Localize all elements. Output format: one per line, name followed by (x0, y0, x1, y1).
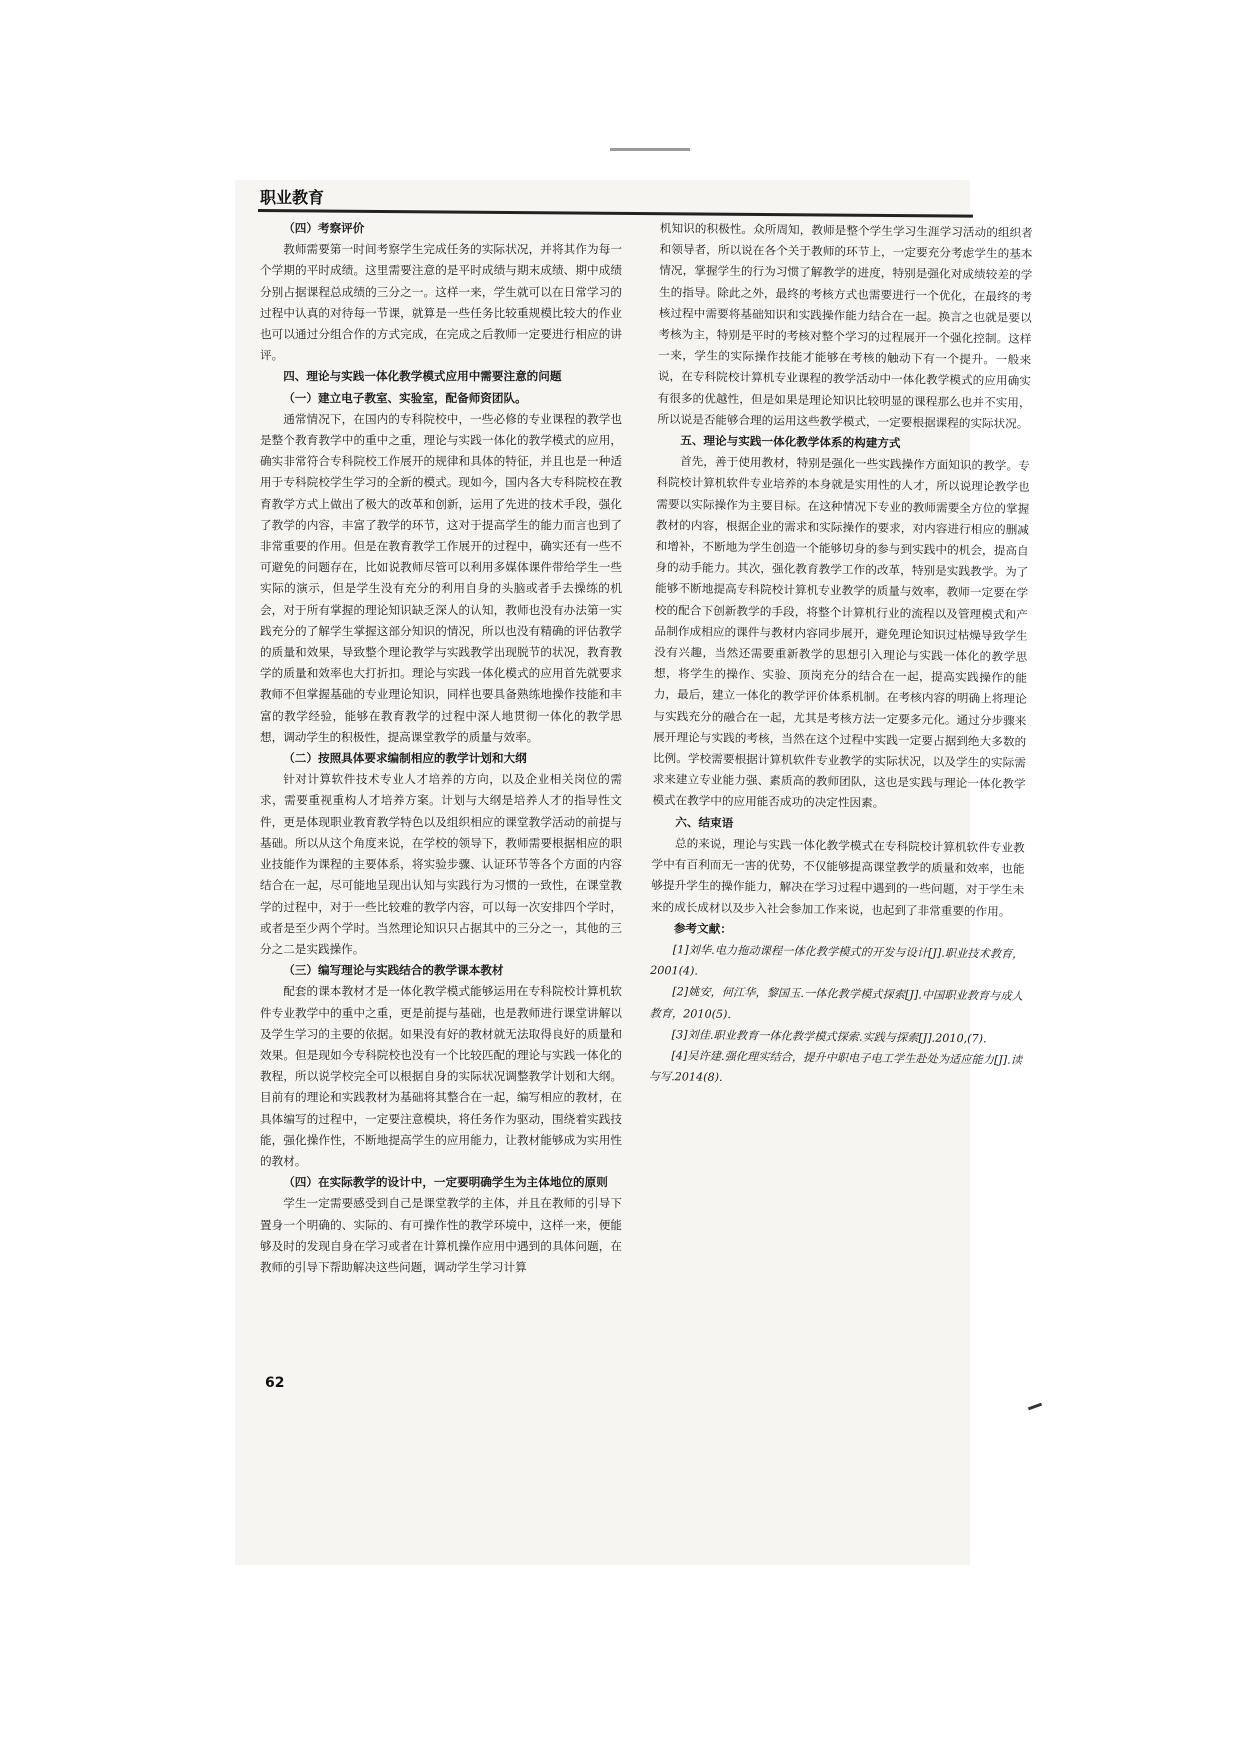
left-subsection-heading: （三）编写理论与实践结合的教学课本教材 (283, 963, 504, 978)
right-paragraph: 总的来说，理论与实践一体化教学模式在专科院校计算机软件专业教学中有百利而无一害的优势，不仅能够提高课堂教学的质量和效率，也能够提升学生的操作能力，解决在学习过程中遇到的一些问题，对于学生未来的成长成材以及步入社会参加工作来说，也起到了非常重要的作用。 (650, 836, 1025, 919)
left-paragraph: 教师需要第一时间考察学生完成任务的实际状况，并将其作为每一个学期的平时成绩。这里需要注意的是平时成绩与期末成绩、期中成绩分别占据课程总成绩的三分之一。这样一来，学生就可以在日常学习的过程中认真的对待每一节课，就算是一些任务比较重规模比较大的作业也可以通过分组合作的方式完成，在完成之后教师一定要进行相应的讲评。 (260, 242, 622, 363)
right-paragraph: 首先，善于使用教材，特别是强化一些实践操作方面知识的教学。专科院校计算机软件专业培养的本身就是实用性的人才，所以说理论教学也需要以实际操作为主要目标。在这种情况下专业的教师需要全方位的掌握教材的内容，根据企业的需求和实际操作的要求，对内容进行相应的删减和增补，不断地为学生创造一个能够切身的参与到实践中的机会，提高自身的动手能力。其次，强化教育教学工作的改革，特别是实践教学。为了能够不断地提高专科院校计算机专业教学的质量与效率，教师一定要在学校的配合下创新教学的手段，将整个计算机行业的流程以及管理模式和产品制作成相应的课件与教材内容同步展开，避免理论知识过枯燥导致学生没有兴趣，当然还需要重新教学的思想引入理论与实践一体化的教学思想，将学生的操作、实验、顶岗充分的结合在一起，提高实践操作的能力，最后，建立一体化的教学评价体系机制。在考核内容的明确上将理论与实践充分的融合在一起，尤其是考核方法一定要多元化。通过分步骤来展开理论与实践的考核，当然在这个过程中实践一定要占据到绝大多数的比例。学校需要根据计算机软件专业教学的实际状况，以及学生的实际需求来建立专业能力强、素质高的教师团队，这也是实践与理论一体化教学模式在教学中的应用能否成功的决定性因素。 (652, 454, 1030, 811)
references-heading: 参考文献： (673, 920, 732, 936)
left-section-heading: 四、理论与实践一体化教学模式应用中需要注意的问题 (283, 369, 562, 384)
right-text-column (649, 218, 1033, 1092)
right-section-heading: 六、结束语 (675, 814, 734, 830)
reference-item: [3]刘佳.职业教育一体化教学模式探索.实践与探索[J].2010,(7). (671, 1027, 987, 1046)
reference-item: [1]刘华.电力拖动课程一体化教学模式的开发与设计[J].职业技术教育，2001(4). (650, 943, 1024, 978)
left-paragraph: 学生一定需要感受到自己是课堂教学的主体，并且在教师的引导下置身一个明确的、实际的、有可操作性的教学环境中，这样一来，便能够及时的发现自身在学习或者在计算机操作应用中遇到的具体问题，在教师的引导下帮助解决这些问题，调动学生学习计算 (260, 1196, 622, 1274)
left-text-column (260, 218, 622, 1278)
left-subsection-heading: （二）按照具体要求编制相应的教学计划和大纲 (283, 751, 527, 766)
right-section-heading: 五、理论与实践一体化教学体系的构建方式 (680, 433, 901, 451)
left-paragraph: 针对计算软件技术专业人才培养的方向，以及企业相关岗位的需求，需要重视重构人才培养方案。计划与大纲是培养人才的指导性文件，更是体现职业教育教学特色以及组织相应的课堂教学活动的前提与基础。所以从这个角度来说，在学校的领导下，教师需要根据相应的职业技能作为课程的主要体系，将实验步骤、认证环节等各个方面的内容结合在一起，尽可能地呈现出认知与实践行为习惯的一致性，在课堂教学的过程中，对于一些比较难的教学内容，可以每一次安排四个学时，或者是至少两个学时。当然理论知识只占据其中的三分之一，其他的三分之二是实践操作。 (260, 772, 622, 956)
left-subsection-heading: （四）考察评价 (283, 221, 365, 235)
left-paragraph: 通常情况下，在国内的专科院校中，一些必修的专业课程的教学也是整个教育教学中的重中之重，理论与实践一体化的教学模式的应用，确实非常符合专科院校工作展开的规律和具体的特征，并且也是一种适用于专科院校学生学习的全新的模式。现如今，国内各大专科院校在教育教学方式上做出了极大的改革和创新，运用了先进的技术手段，强化了教学的内容，丰富了教学的环节，这对于提高学生的能力而言也到了非常重要的作用。但是在教育教学工作展开的过程中，确实还有一些不可避免的问题存在，比如说教师尽管可以利用多媒体课件带给学生一些实际的演示，但是学生没有充分的利用自身的头脑或者手去操练的机会，对于所有掌握的理论知识缺乏深人的认知，教师也没有办法第一实践充分的了解学生掌握这部分知识的情况，所以也没有精确的评估教学的质量和效果，导致整个理论教学与实践教学出现脱节的状况，教育教学的质量和效率也大打折扣。理论与实践一体化模式的应用首先就要求教师不但掌握基础的专业理论知识，同样也要具备熟练地操作技能和丰富的教学经验，能够在教育教学的过程中深人地贯彻一体化的教学思想，调动学生的积极性，提高课堂教学的质量与效率。 (260, 411, 622, 744)
left-paragraph: 配套的课本教材才是一体化教学模式能够运用在专科院校计算机软件专业教学中的重中之重，更是前提与基础，也是教师进行课堂讲解以及学生学习的主要的依据。如果没有好的教材就无法取得良好的质量和效果。但是现如今专科院校也没有一个比较匹配的理论与实践一体化的教程，所以说学校完全可以根据自身的实际状况调整教学计划和大纲。目前有的理论和实践教材为基础将其整合在一起，编写相应的教材，在具体编写的过程中，一定要注意模块，将任务作为驱动，围绕着实践技能，强化操作性，不断地提高学生的应用能力，让教材能够成为实用性的教材。 (260, 984, 622, 1168)
reference-item: [4]吴许建.强化理实结合，提升中职电子电工学生赴处为适应能力[J].读与写.2014(8). (648, 1049, 1023, 1085)
right-paragraph: 机知识的积极性。众所周知，教师是整个学生学习生涯学习活动的组织者和领导者，所以说在各个关于教师的环节上，一定要充分考虑学生的基本情况，掌握学生的行为习惯了解教学的进度，特别是强化对成绩较差的学生的指导。除此之外，最终的考核方式也需要进行一个优化，在最终的考核过程中需要将基础知识和实践操作能力结合在一起。换言之也就是要以考核为主，特别是平时的考核对整个学习的过程展开一个强化控制。这样一来，学生的实际操作技能才能够在考核的触动下有一个提升。一般来说，在专科院校计算机专业课程的教学活动中一体化教学模式的应用确实有很多的优越性，但是如果是理论知识比较明显的课程那么也并不实用，所以说是否能够合理的运用这些教学模式，一定要根据课程的实际状况。 (657, 220, 1033, 431)
scan-mark (610, 148, 690, 151)
left-subsection-heading: （一）建立电子教室、实验室，配备师资团队。 (283, 390, 527, 405)
scan-corner-mark (1028, 1403, 1042, 1411)
left-subsection-heading: （四）在实际教学的设计中，一定要明确学生为主体地位的原则 (283, 1175, 608, 1190)
reference-item: [2]姚安，何江华，黎国玉.一体化教学模式探索[J].中国职业教育与成人教育，2010(5). (649, 985, 1023, 1021)
page-number: 62 (265, 1375, 285, 1391)
journal-section-label: 职业教育 (260, 188, 325, 207)
